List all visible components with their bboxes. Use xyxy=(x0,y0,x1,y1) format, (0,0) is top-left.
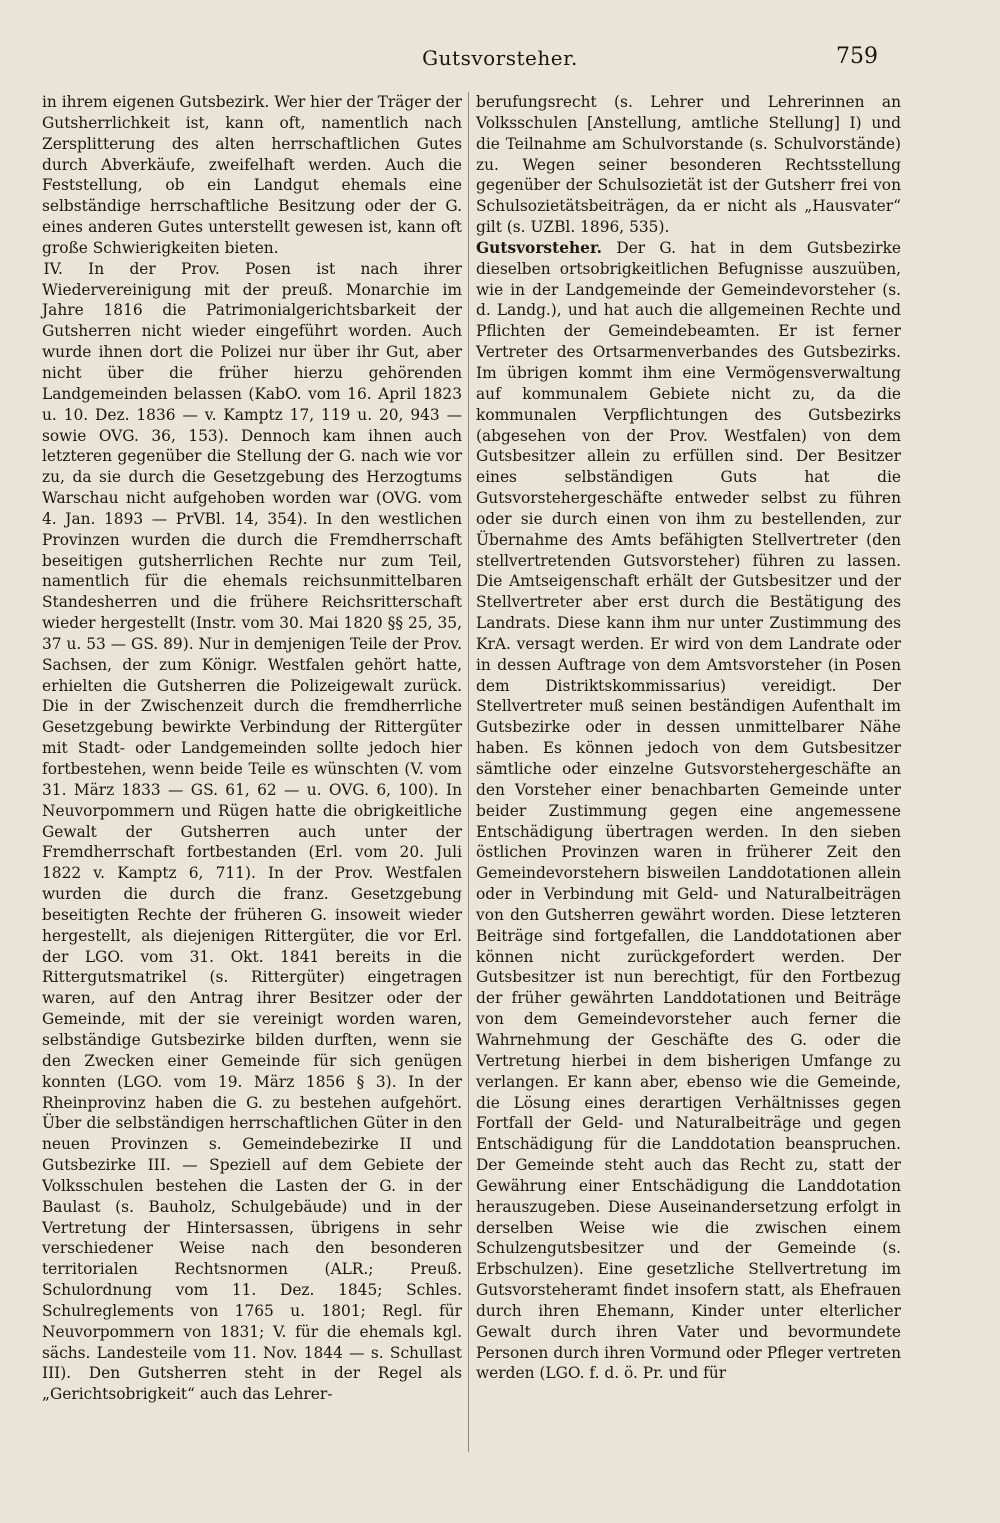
right-paragraph-1: berufungsrecht (s. Lehrer und Lehrerinnen an Volksschulen [Anstellung, amtliche Stellung] I) und die Teilnahme am Schulvorstande (s. Schulvorstände) zu. Wegen seiner besonderen Rechtsstellung gegenüber der Schulsozietät ist der Gutsherr frei von Schulsozietätsbeiträgen, da er nicht als „Hausvater“ gilt (s. UZBl. 1896, 535). xyxy=(476,93,901,237)
running-title: Gutsvorsteher. xyxy=(422,46,578,70)
entry-text: Der G. hat in dem Gutsbezirke dieselben ortsobrigkeitlichen Befugnisse auszuüben, wie in der Landgemeinde der Gemeindevorsteher (s. d. Landg.), und hat auch die allgemeinen Rechte und Pflichten der Gemeindebeamten. Er ist ferner Vertreter des Ortsarmenverbandes des Gutsbezirks. Im übrigen kommt ihm eine Vermögensverwaltung auf kommunalem Gebiete nicht zu, da die kommunalen Verpflichtungen des Gutsbezirks (abgesehen von der Prov. Westfalen) von dem Gutsbesitzer allein zu erfüllen sind. Der Besitzer eines selbständigen Guts hat die Gutsvorstehergeschäfte entweder selbst zu führen oder sie durch einen von ihm zu bestellenden, zur Übernahme des Amts befähigten Stellvertreter (den stellvertretenden Gutsvorsteher) führen zu lassen. Die Amtseigenschaft erhält der Gutsbesitzer und der Stellvertreter aber erst durch die Bestätigung des Landrats. Diese kann ihm nur unter Zustimmung des KrA. versagt werden. Er wird von dem Landrate oder in dessen Auftrage von dem Amtsvorsteher (in Posen dem Distriktskommissarius) vereidigt. Der Stellvertreter muß seinen beständigen Aufenthalt im Gutsbezirke oder in dessen unmittelbarer Nähe haben. Es können jedoch von dem Gutsbesitzer sämtliche oder einzelne Gutsvorstehergeschäfte an den Vorsteher einer benachbarten Gemeinde unter beider Zustimmung gegen eine angemessene Entschädigung übertragen werden. In den sieben östlichen Provinzen waren in früherer Zeit den Gemeindevorstehern bisweilen Landdotationen allein oder in Verbindung mit Geld- und Naturalbeiträgen von den Gutsherren gewährt worden. Diese letzteren Beiträge sind fortgefallen, die Landdotationen aber können nicht zurückgefordert werden. Der Gutsbesitzer ist nun berechtigt, für den Fortbezug der früher gewährten Landdotationen und Beiträge von dem Gemeindevorsteher auch ferner die Wahrnehmung der Geschäfte des G. oder die Vertretung hierbei in dem bisherigen Umfange zu verlangen. Er kann aber, ebenso wie die Gemeinde, die Lösung eines derartigen Verhältnisses gegen Fortfall der Geld- und Naturalbeiträge und gegen Entschädigung für die Landdotation beanspruchen. Der Gemeinde steht auch das Recht zu, statt der Gewährung einer Entschädigung die Landdotation herauszugeben. Diese Auseinandersetzung erfolgt in derselben Weise wie die zwischen einem Schulzengutsbesitzer und der Gemeinde (s. Erbschulzen). Eine gesetzliche Stellvertretung im Gutsvorsteheramt findet insofern statt, als Ehefrauen durch ihren Ehemann, Kinder unter elterlicher Gewalt durch ihren Vater und bevormundete Personen durch ihren Vormund oder Pfleger vertreten werden (LGO. f. d. ö. Pr. und für xyxy=(476,238,901,1383)
left-paragraph-1: in ihrem eigenen Gutsbezirk. Wer hier der Träger der Gutsherrlichkeit ist, kann oft, namentlich nach Zersplitterung des alten herrschaftlichen Gutes durch Abverkäufe, zweifelhaft werden. Auch die Feststellung, ob ein Landgut ehemals eine selbständige herrschaftliche Besitzung oder der G. eines anderen Gutes unterstellt gewesen ist, kann oft große Schwierigkeiten bieten. xyxy=(42,93,462,257)
right-column xyxy=(476,92,901,1384)
column-divider xyxy=(468,92,469,1452)
left-column xyxy=(42,92,462,1405)
page-number: 759 xyxy=(836,44,878,69)
running-head xyxy=(0,44,1000,74)
entry-term: Gutsvorsteher. xyxy=(476,238,603,257)
left-paragraph-2: IV. In der Prov. Posen ist nach ihrer Wiedervereinigung mit der preuß. Monarchie im Jahre 1816 die Patrimonialgerichtsbarkeit der Gutsherren nicht wieder eingeführt worden. Auch wurde ihnen dort die Polizei nur über ihr Gut, aber nicht über die früher hierzu gehörenden Landgemeinden belassen (KabO. vom 16. April 1823 u. 10. Dez. 1836 — v. Kamptz 17, 119 u. 20, 943 — sowie OVG. 36, 153). Dennoch kam ihnen auch letzteren gegenüber die Stellung der G. nach wie vor zu, da sie durch die Gesetzgebung des Herzogtums Warschau nicht aufgehoben worden war (OVG. vom 4. Jan. 1893 — PrVBl. 14, 354). In den westlichen Provinzen wurden die durch die Fremdherrschaft beseitigen gutsherrlichen Rechte nur zum Teil, namentlich für die ehemals reichsunmittelbaren Standesherren und die frühere Reichsritterschaft wieder hergestellt (Instr. vom 30. Mai 1820 §§ 25, 35, 37 u. 53 — GS. 89). Nur in demjenigen Teile der Prov. Sachsen, der zum Königr. Westfalen gehört hatte, erhielten die Gutsherren die Polizeigewalt zurück. Die in der Zwischenzeit durch die fremdherrliche Gesetzgebung bewirkte Verbindung der Rittergüter mit Stadt- oder Landgemeinden sollte jedoch hier fortbestehen, wenn beide Teile es wünschten (V. vom 31. März 1833 — GS. 61, 62 — u. OVG. 6, 100). In Neuvorpommern und Rügen hatte die obrigkeitliche Gewalt der Gutsherren auch unter der Fremdherrschaft fortbestanden (Erl. vom 20. Juli 1822 v. Kamptz 6, 711). In der Prov. Westfalen wurden die durch die franz. Gesetzgebung beseitigten Rechte der früheren G. insoweit wieder hergestellt, als diejenigen Rittergüter, die vor Erl. der LGO. vom 31. Okt. 1841 bereits in die Rittergutsmatrikel (s. Rittergüter) eingetragen waren, auf den Antrag ihrer Besitzer oder der Gemeinde, mit der sie vereinigt worden waren, selbständige Gutsbezirke bilden durften, wenn sie den Zwecken einer Gemeinde für sich genügen konnten (LGO. vom 19. März 1856 § 3). In der Rheinprovinz haben die G. zu bestehen aufgehört. Über die selbständigen herrschaftlichen Güter in den neuen Provinzen s. Gemeindebezirke II und Gutsbezirke III. — Speziell auf dem Gebiete der Volksschulen bestehen die Lasten der G. in der Baulast (s. Bauholz, Schulgebäude) und in der Vertretung der Hintersassen, übrigens in sehr verschiedener Weise nach den besonderen territorialen Rechtsnormen (ALR.; Preuß. Schulordnung vom 11. Dez. 1845; Schles. Schulreglements von 1765 u. 1801; Regl. für Neuvorpommern von 1831; V. für die ehemals kgl. sächs. Landesteile vom 11. Nov. 1844 — s. Schullast III). Den Gutsherren steht in der Regel als „Gerichtsobrigkeit“ auch das Lehrer- xyxy=(42,259,462,1404)
right-paragraph-2 xyxy=(476,238,901,1384)
